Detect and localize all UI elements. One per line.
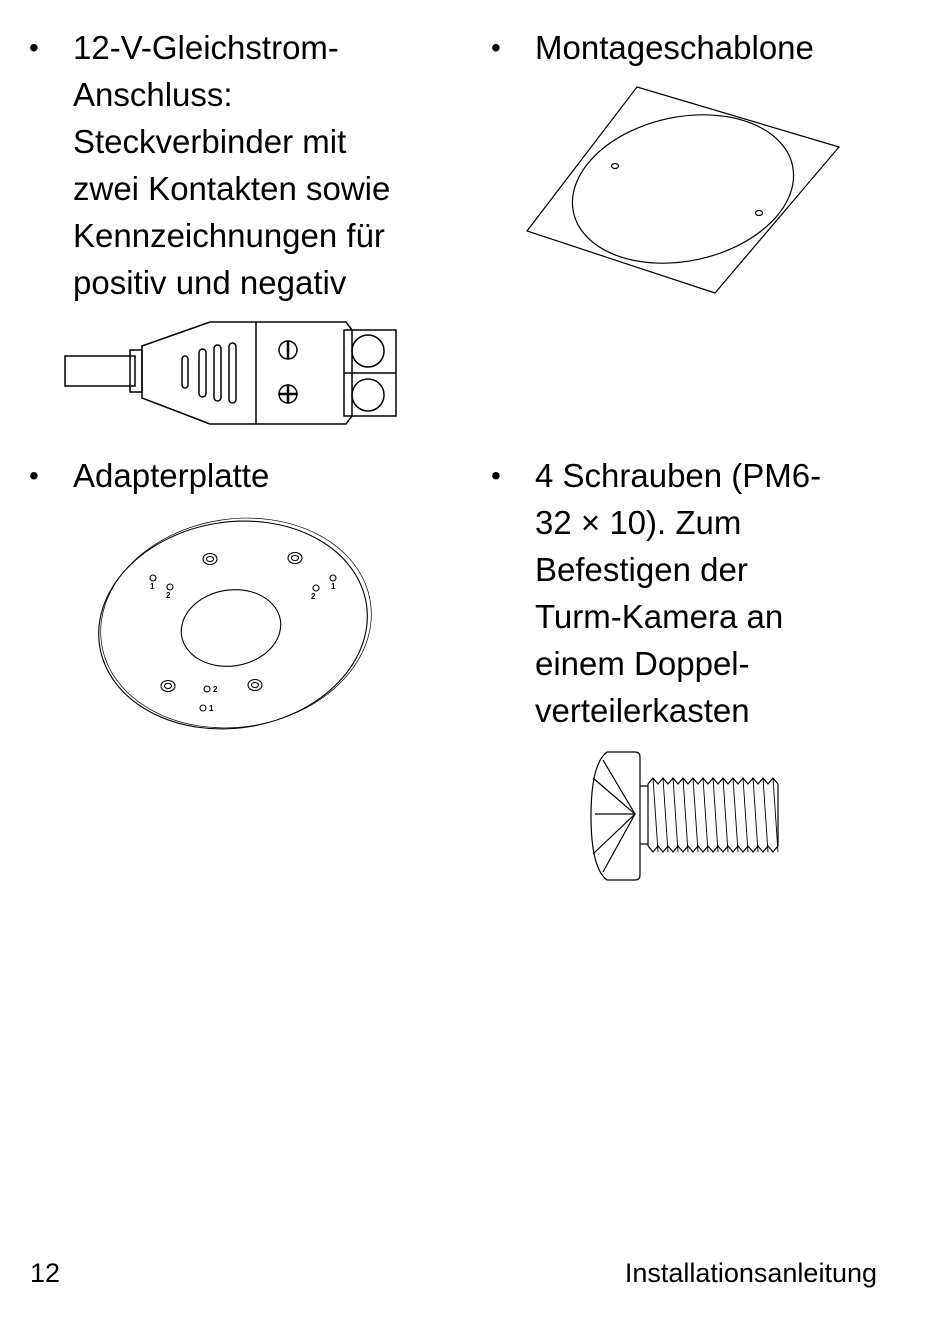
page-number: 12 (30, 1258, 61, 1288)
screws-description: 4 Schrauben (PM6- 32 × 10). Zum Befestigen der Turm-Kamera an einem Doppel- verteilerkasten (535, 457, 822, 729)
bullet: • (491, 32, 501, 63)
footer-title: Installationsanleitung (624, 1258, 877, 1288)
positive-terminal-icon (279, 385, 297, 403)
adapter-plate-item (29, 452, 449, 502)
dc-connector-illustration (60, 318, 400, 428)
bullet: • (491, 460, 501, 491)
adapter-plate-description: Adapterplatte (73, 457, 270, 494)
mounting-template-item (491, 24, 911, 74)
screw-hole-icon (203, 554, 217, 565)
dc-connector-item (29, 24, 449, 314)
adapter-plate-illustration (95, 515, 375, 735)
plate-label-1: 1 (209, 704, 214, 713)
negative-terminal-icon (279, 341, 297, 359)
plate-label-1: 1 (150, 582, 155, 591)
screw-illustration (585, 748, 785, 888)
mounting-template-description: Montageschablone (535, 29, 814, 66)
screw-hole-icon (161, 681, 175, 692)
screw-hole-icon (248, 680, 262, 691)
screws-item (491, 452, 911, 742)
plate-label-2: 2 (213, 685, 218, 694)
dc-connector-description: 12-V-Gleichstrom- Anschluss: Steckverbinder mit zwei Kontakten sowie Kennzeichnungen für positiv und negativ (73, 29, 391, 301)
plate-label-2: 2 (311, 592, 316, 601)
bullet: • (29, 32, 39, 63)
mounting-template-illustration (525, 85, 845, 295)
plate-label-1: 1 (331, 582, 336, 591)
plate-label-2: 2 (166, 591, 171, 600)
bullet: • (29, 460, 39, 491)
screw-hole-icon (288, 553, 302, 564)
